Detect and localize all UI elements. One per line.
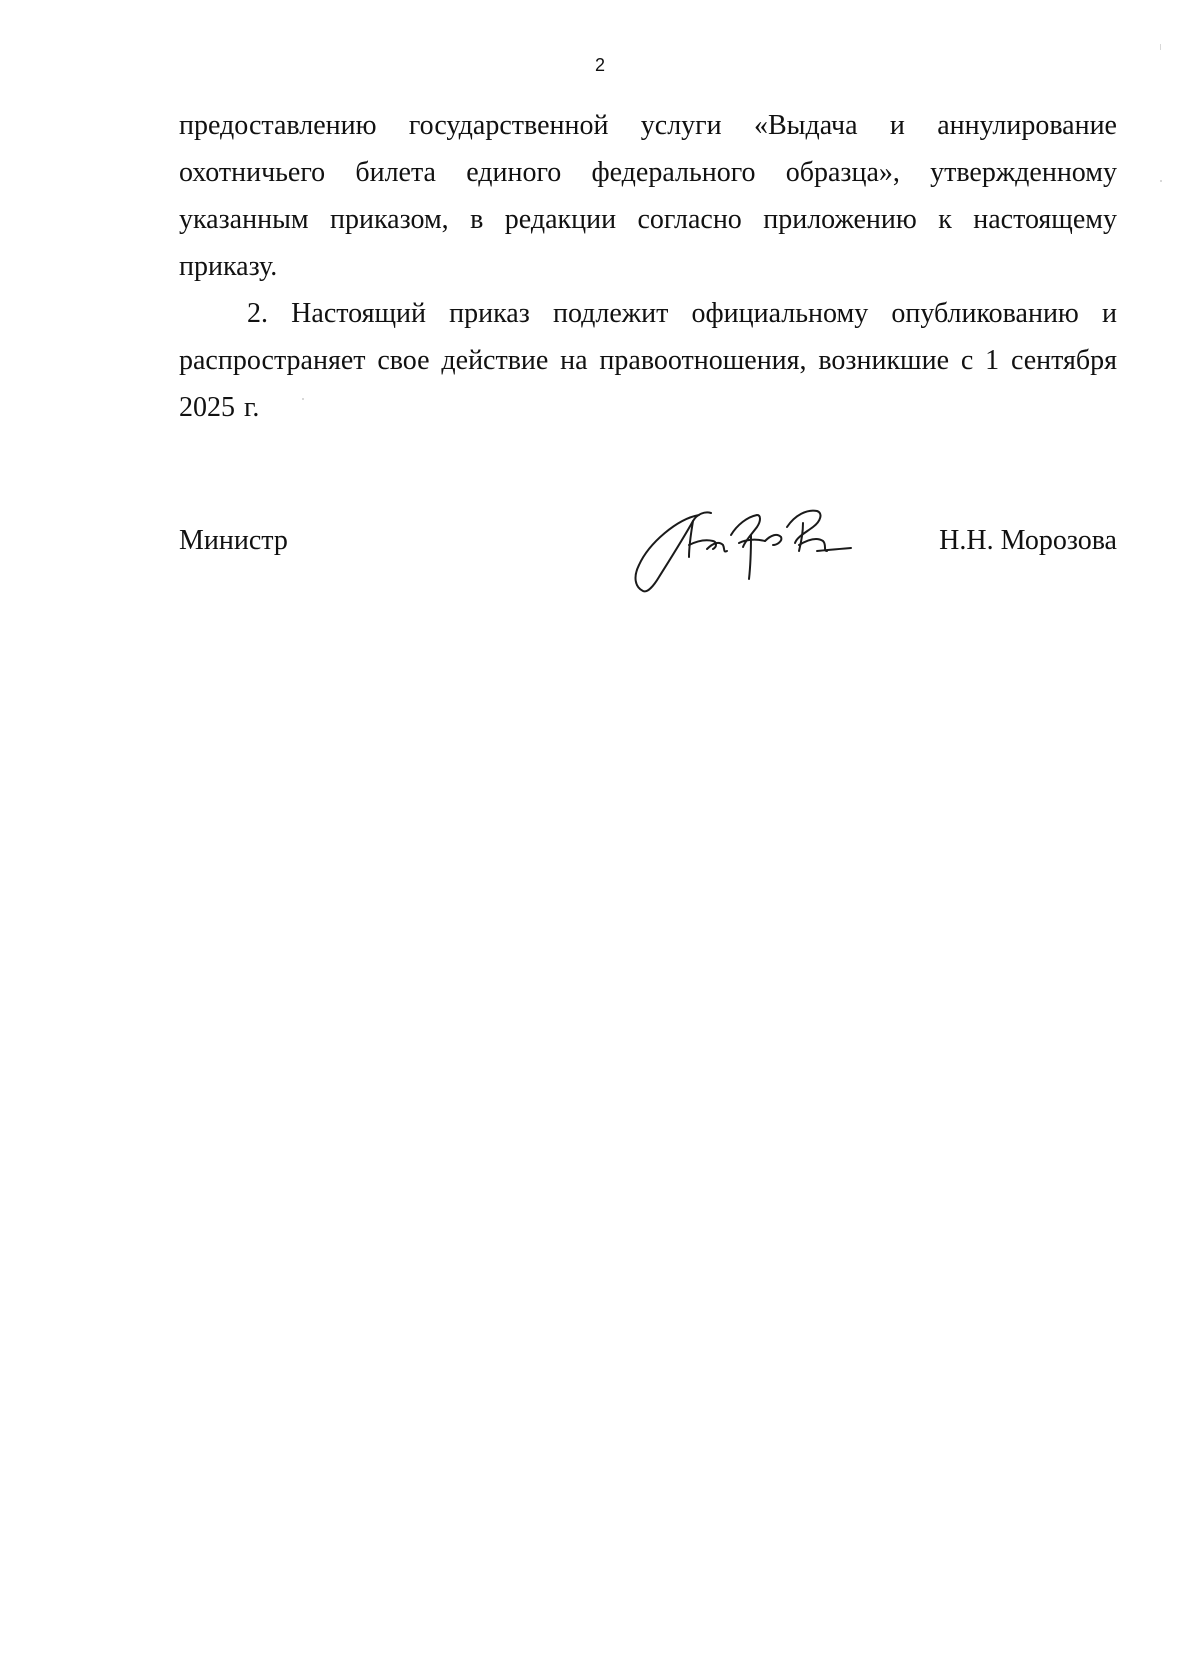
scan-artifact-mark (302, 398, 304, 400)
paragraph-item-2: 2. Настоящий приказ подлежит официальному опубликованию и распространяет свое действие на правоотношения, возникшие с 1 сентября 2025 г. (179, 298, 1117, 423)
scan-artifact-mark (1160, 44, 1161, 50)
document-body (179, 102, 1117, 431)
page-number: 2 (594, 55, 605, 75)
handwritten-signature (627, 505, 857, 605)
paragraph-continuation: предоставлению государственной услуги «Выдача и аннулирование охотничьего билета единого федерального образца», утвержденному указанным приказом, в редакции согласно приложению к настоящему приказу. (179, 110, 1117, 282)
signer-name: Н.Н. Морозова (939, 525, 1117, 556)
signer-position-title: Министр (179, 525, 288, 556)
scan-artifact-mark (1160, 180, 1162, 182)
signature-block (179, 505, 1117, 625)
